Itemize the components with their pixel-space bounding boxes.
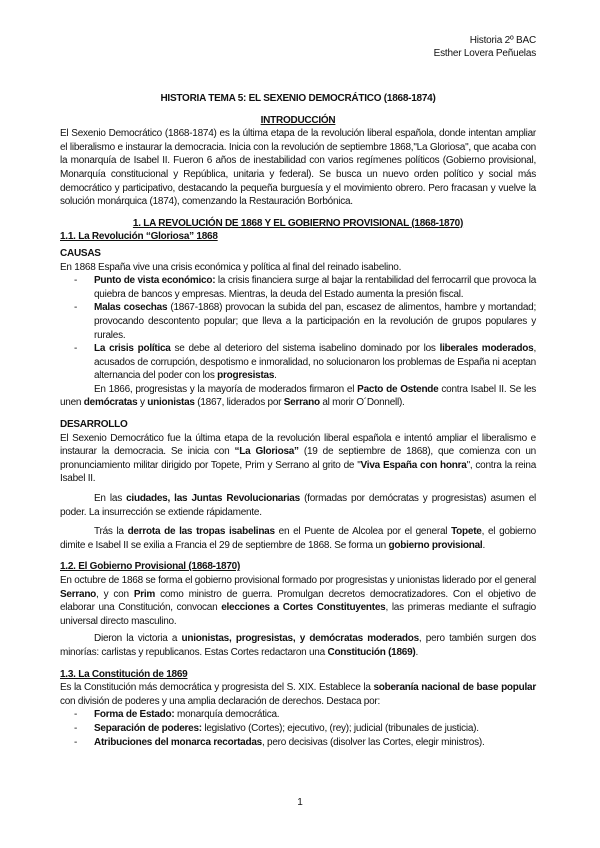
list-item: - Atribuciones del monarca recortadas, pero decisivas (disolver las Cortes, elegir ministros). [60, 736, 536, 750]
subsection-1-2-heading: 1.2. El Gobierno Provisional (1868-1870) [60, 561, 241, 573]
desarrollo-paragraph-2: En las ciudades, las Juntas Revolucionarias (formadas por demócratas y progresistas) asumen el poder. La insurrección se extiende rápidamente. [60, 493, 536, 518]
causas-lead: En 1868 España vive una crisis económica y política al final del reinado isabelino. [60, 261, 402, 273]
document-title: HISTORIA TEMA 5: EL SEXENIO DEMOCRÁTICO (1868-1874) [160, 93, 436, 104]
list-item: - Malas cosechas (1867-1868) provocan la subida del pan, escasez de alimentos, hambre y mortandad; provocando descontento popular; que lleva a la participación en la revolución de grupos populares y rurales. [60, 301, 536, 342]
list-item: - Separación de poderes: legislativo (Cortes); ejecutivo, (rey); judicial (tribunales de justicia). [60, 722, 536, 736]
constitucion-paragraph: Es la Constitución más democrática y progresista del S. XIX. Establece la soberanía nacional de base popular con división de poderes y una amplia declaración de derechos. Destaca por: [60, 682, 536, 707]
section-1-heading: 1. LA REVOLUCIÓN DE 1868 Y EL GOBIERNO PROVISIONAL (1868-1870) [132, 217, 464, 229]
intro-heading: INTRODUCCIÓN [260, 114, 336, 126]
list-item: - Punto de vista económico: la crisis financiera surge al bajar la rentabilidad del ferrocarril que provoca la quiebra de bancos y empresas. Mientras, la deuda del Estado aumenta la presión fiscal. [60, 274, 536, 301]
desarrollo-paragraph-1: El Sexenio Democrático fue la última etapa de la revolución liberal española e intentó ampliar el liberalismo e instaurar la democracia. Se inicia con “La Gloriosa” (19 de septiembre de 1868), que comienza con un pronunciamiento militar dirigido por Topete, Prim y Serrano al grito de "Viva España con honra", contra la reina Isabel II. [60, 432, 537, 485]
gobierno-paragraph-1: En octubre de 1868 se forma el gobierno provisional formado por progresistas y unionistas liderado por el general Serrano, y con Prim como ministro de guerra. Promulgan decretos democratizadores. Con el objetivo de elaborar una Constitución, convocan elecciones a Cortes Constituyentes, las primeras mediante el sufragio universal directo masculino. [60, 575, 536, 627]
desarrollo-paragraph-3: Trás la derrota de las tropas isabelinas en el Puente de Alcolea por el general Topete, el gobierno dimite e Isabel II se exilia a Francia el 29 de septiembre de 1868. Se forma un gobierno provisional. [60, 526, 536, 551]
causas-list [60, 274, 536, 383]
constitucion-list [60, 708, 536, 749]
page-number: 1 [297, 797, 303, 808]
document-body [60, 92, 536, 749]
intro-paragraph: El Sexenio Democrático (1868-1874) es la última etapa de la revolución liberal española, donde intentan ampliar el liberalismo e instaurar la democracia. Inicia con la revolución de septiembre 1868,"La Gloriosa", que acaba con la monarquía de Isabel II. Fueron 6 años de inestabilidad con varios regímenes políticos (Gobierno provisional, Monarquía constitucional y República, unitaria y federal). Se busca un nuevo orden político y social más democrático y participativo, destacando la pequeña burguesía y el movimiento obrero. Pero fracasan y vuelve la solución monárquica (1874), comenzando la Restauración Borbónica. [60, 128, 536, 208]
desarrollo-heading: DESARROLLO [60, 419, 128, 431]
causas-heading: CAUSAS [60, 247, 101, 259]
subsection-1-1-heading: 1.1. La Revolución “Gloriosa” 1868 [60, 231, 218, 243]
gobierno-paragraph-2: Dieron la victoria a unionistas, progresistas, y demócratas moderados, pero también surgen dos minorías: carlistas y republicanos. Estas Cortes redactaron una Constitución (1869). [60, 633, 536, 658]
header-course: Historia 2º BAC [469, 35, 536, 46]
subsection-1-3-heading: 1.3. La Constitución de 1869 [60, 668, 188, 680]
header-author: Esther Lovera Peñuelas [433, 48, 536, 59]
list-item: - La crisis política se debe al deterioro del sistema isabelino dominado por los liberales moderados, acusados de corrupción, despotismo e inmoralidad, no solucionaron los problemas de España ni aceptan alternancia del poder con los progresistas. [60, 342, 536, 383]
list-item: - Forma de Estado: monarquía democrática. [60, 708, 536, 722]
page-header [434, 34, 536, 60]
ostende-paragraph: En 1866, progresistas y la mayoría de moderados firmaron el Pacto de Ostende contra Isabel II. Se les unen demócratas y unionistas (1867, liderados por Serrano al morir O´Donnell). [60, 383, 537, 409]
